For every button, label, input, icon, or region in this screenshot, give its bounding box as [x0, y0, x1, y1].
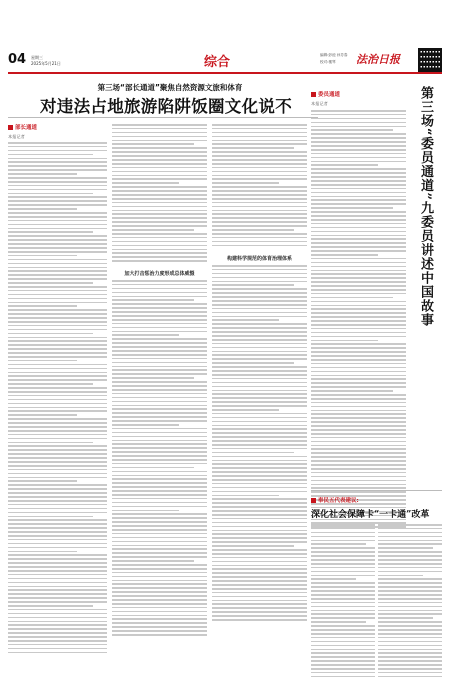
article-column-3 [212, 124, 307, 254]
page-number: 04 [8, 52, 27, 67]
article-column-4 [311, 110, 406, 530]
section-marker-icon-3 [311, 498, 316, 503]
lower-right-body-2 [378, 524, 442, 680]
article-column-2b [112, 280, 207, 680]
section-marker-icon-2 [311, 92, 316, 97]
section-tag-committee: 委员通道 [311, 90, 340, 98]
subheading-sports-governance: 构建科学规范的体育治理体系 [226, 256, 292, 262]
lead-kicker: 第三场“部长通道”聚焦自然资源文旅和体育 [97, 83, 243, 92]
page-header [0, 0, 450, 82]
page-day: 星期三 [31, 55, 43, 60]
editors-line: 编辑:彭池 孙芳春 [320, 53, 348, 57]
masthead-logo: 法治日报 [356, 53, 400, 66]
article-column-1 [8, 142, 107, 680]
reporter-right: 本报记者 [311, 101, 328, 106]
right-vertical-title: 第三场“委员通道”九委员讲述中国故事 [418, 86, 433, 327]
proof-line: 校对:楼琴 [320, 60, 336, 64]
article-column-3b [212, 265, 307, 680]
section-marker-icon [8, 125, 13, 130]
reporter-left: 本报记者 [8, 134, 25, 139]
qr-code-icon[interactable] [418, 48, 442, 72]
subheading-crackdown: 加大打击惩治力度形成总体威慑 [124, 271, 195, 277]
page-date: 2025年5月21日 [31, 61, 61, 66]
policy-tag: 奉民五代表建议: [311, 496, 359, 504]
lead-title: 对违法占地旅游陷阱饭圈文化说不 [40, 97, 292, 116]
section-tag-ministers: 部长通道 [8, 123, 37, 131]
section-title: 综合 [204, 55, 231, 70]
lead-title-rule [8, 117, 318, 118]
lower-right-body-1 [311, 524, 375, 680]
lower-right-rule [311, 490, 442, 491]
lower-right-title: 深化社会保障卡“一卡通”改革 [311, 510, 430, 520]
header-rule [8, 72, 442, 74]
